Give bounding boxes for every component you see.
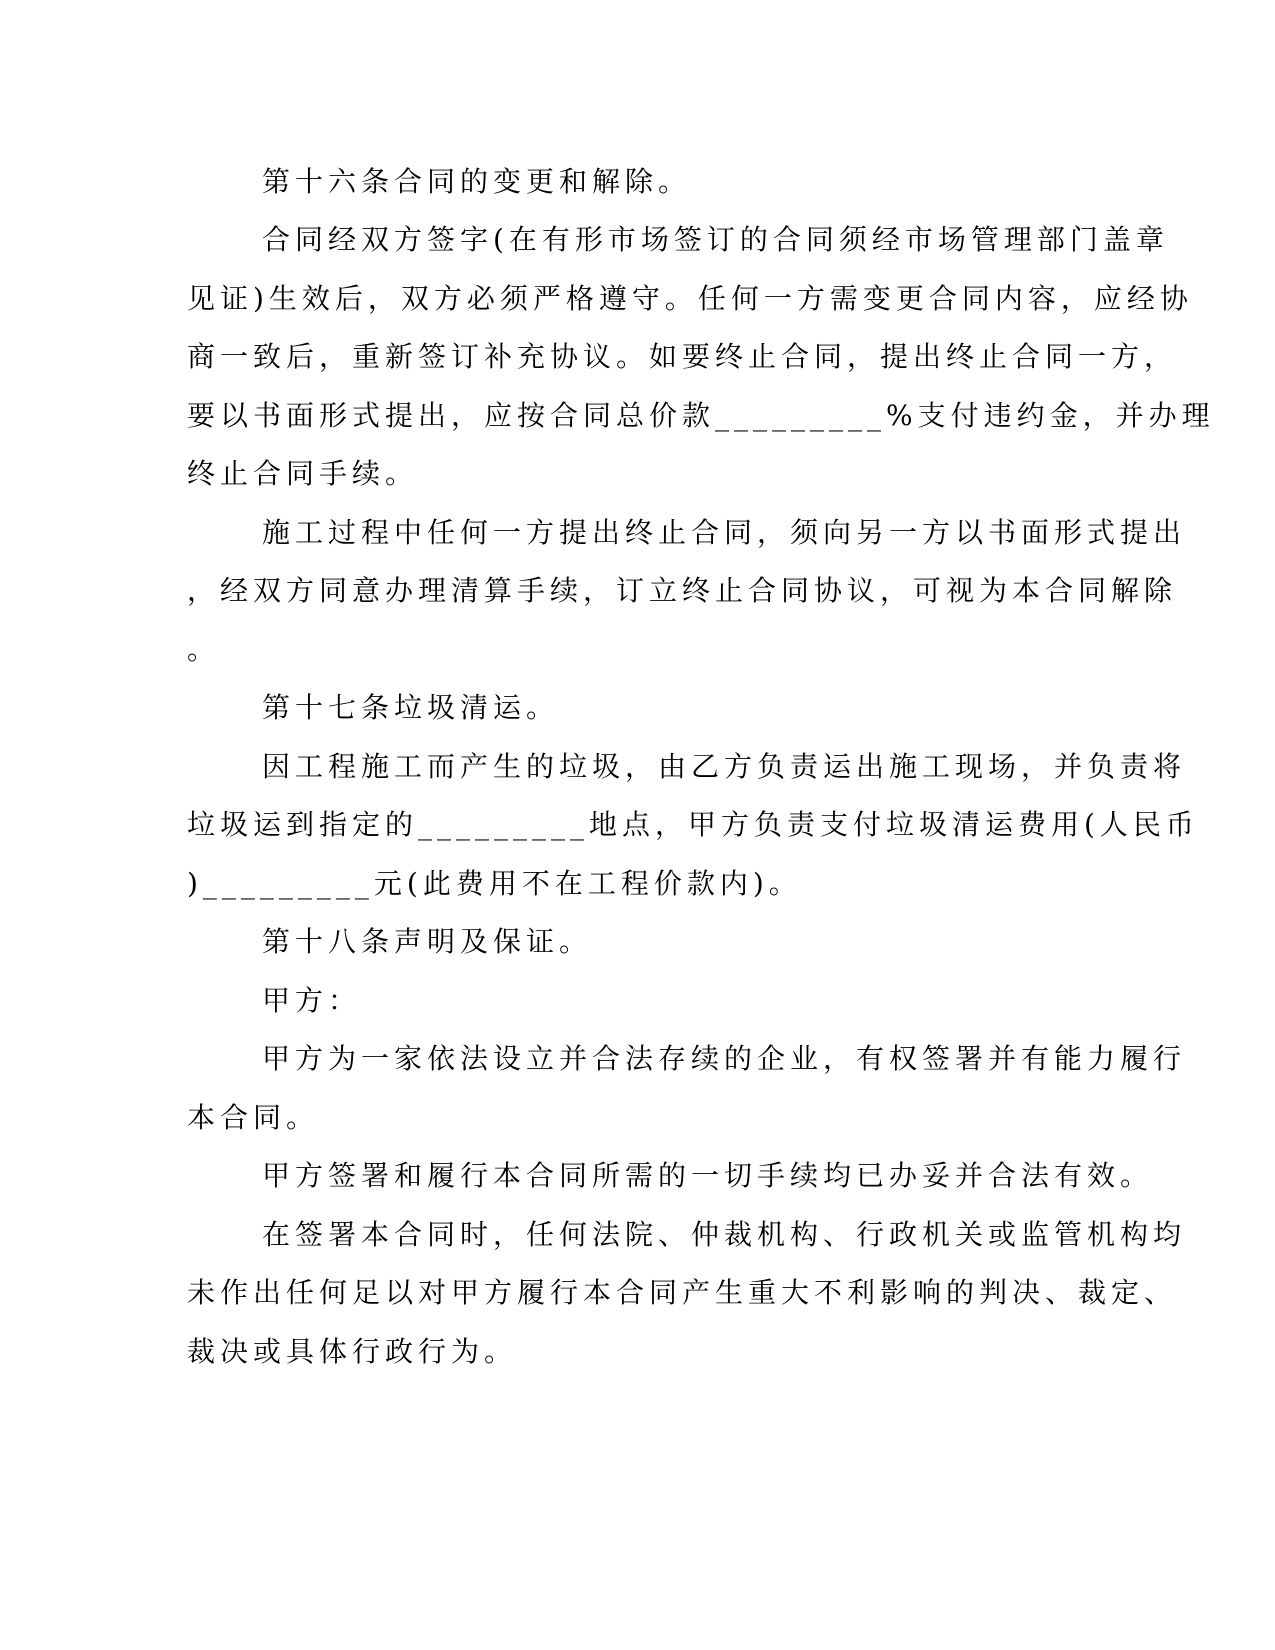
paragraph-line: 本合同。 [187,1101,320,1134]
paragraph-line: 见证)生效后，双方必须严格遵守。任何一方需变更合同内容，应经协 [187,282,1193,315]
article-18-heading: 第十八条声明及保证。 [262,925,593,958]
paragraph-line: 垃圾运到指定的_________地点，甲方负责支付垃圾清运费用(人民币 [187,808,1199,841]
paragraph-line: 因工程施工而产生的垃圾，由乙方负责运出施工现场，并负责将 [262,750,1187,783]
paragraph-line: 终止合同手续。 [187,457,419,490]
paragraph-line: ，经双方同意办理清算手续，订立终止合同协议，可视为本合同解除 [187,574,1178,607]
paragraph-line: 施工过程中任何一方提出终止合同，须向另一方以书面形式提出 [262,516,1187,549]
paragraph-line: 要以书面形式提出，应按合同总价款_________%支付违约金，并办理 [187,399,1215,432]
paragraph-line: 在签署本合同时，任何法院、仲裁机构、行政机关或监管机构均 [262,1218,1187,1251]
paragraph-line: 甲方为一家依法设立并合法存续的企业，有权签署并有能力履行 [262,1042,1187,1075]
paragraph-line: 未作出任何足以对甲方履行本合同产生重大不利影响的判决、裁定、 [187,1276,1178,1309]
paragraph-line: 裁决或具体行政行为。 [187,1335,518,1368]
paragraph-line: )_________元(此费用不在工程价款内)。 [187,867,802,900]
article-17-heading: 第十七条垃圾清运。 [262,691,560,724]
paragraph-line: 商一致后，重新签订补充协议。如要终止合同，提出终止合同一方， [187,340,1178,373]
paragraph-line: 。 [187,633,221,666]
paragraph-line: 甲方签署和履行本合同所需的一切手续均已办妥并合法有效。 [262,1159,1154,1192]
paragraph-line: 合同经双方签字(在有形市场签订的合同须经市场管理部门盖章 [262,223,1169,256]
party-a-label: 甲方： [262,984,362,1017]
article-16-heading: 第十六条合同的变更和解除。 [262,165,692,198]
